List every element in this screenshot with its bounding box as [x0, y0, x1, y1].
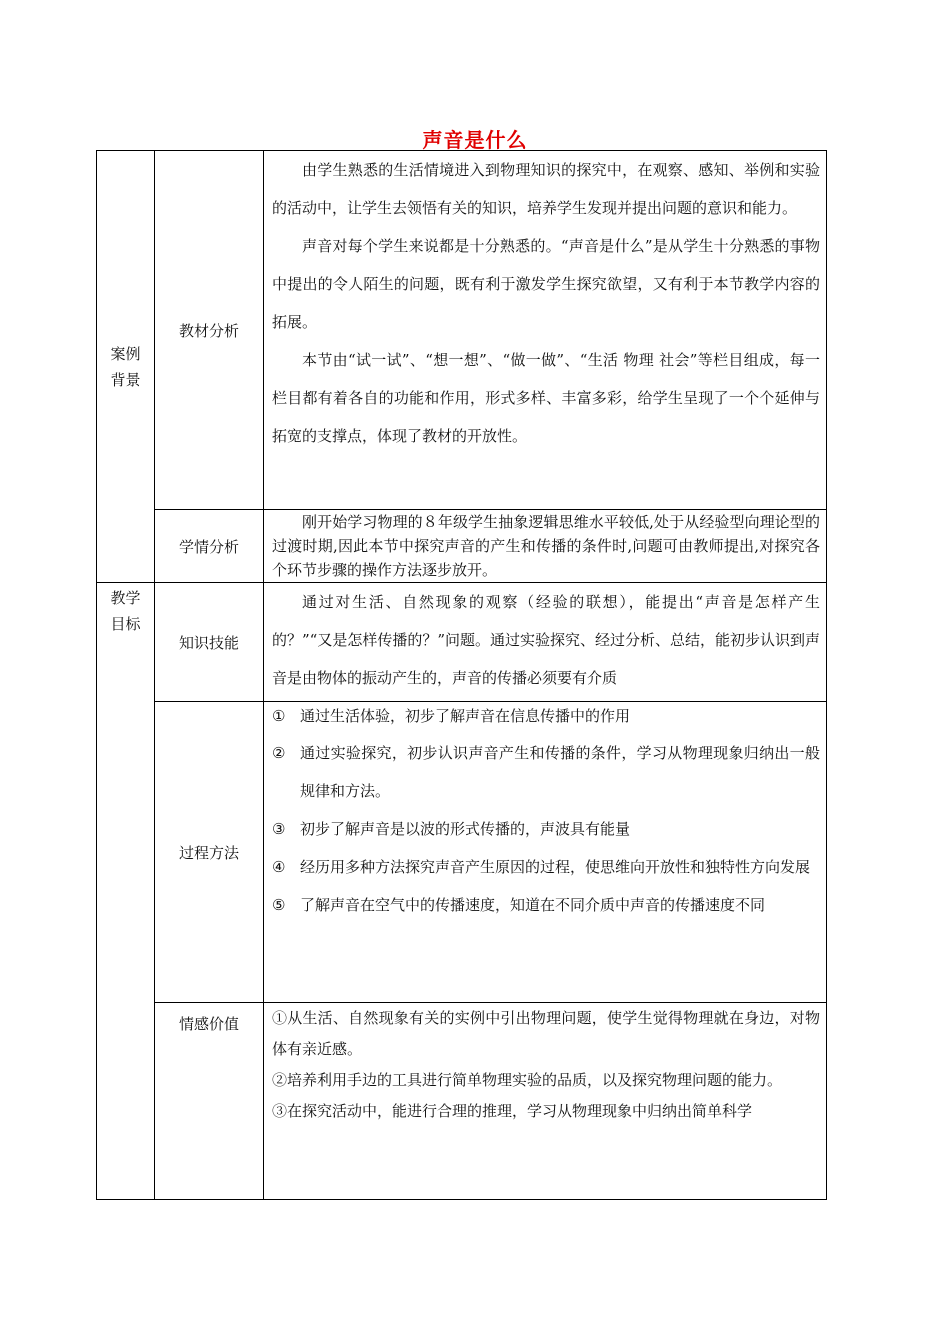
content-cell [264, 510, 827, 583]
paragraph: ①从生活、自然现象有关的实例中引出物理问题，使学生觉得物理就在身边，对物体有亲近感。 [272, 1009, 820, 1058]
content-cell [264, 151, 827, 510]
list-number: ② [272, 744, 286, 762]
table-row [97, 702, 827, 1003]
section-label-cell [97, 151, 155, 583]
lesson-plan-table [96, 150, 827, 1200]
paragraph: ②培养利用手边的工具进行简单物理实验的品质，以及探究物理问题的能力。 [272, 1071, 783, 1089]
list-item [272, 704, 820, 728]
list-item [272, 848, 820, 886]
paragraph: 刚开始学习物理的８年级学生抽象逻辑思维水平较低,处于从经验型向理论型的过渡时期,因此本节中探究声音的产生和传播的条件时,问题可由教师提出,对探究各个环节步骤的操作方法逐步放开。 [272, 513, 820, 579]
row-label-cell [155, 151, 264, 510]
row-label-cell [155, 583, 264, 702]
list-text: 了解声音在空气中的传播速度，知道在不同介质中声音的传播速度不同 [300, 896, 766, 914]
list-item [272, 886, 820, 924]
row-label-emotional-values: 情感价值 [178, 1015, 239, 1033]
list-item [272, 810, 820, 848]
table-row [97, 151, 827, 510]
row-label-cell [155, 1003, 264, 1200]
content-cell [264, 702, 827, 1003]
table-row [97, 1003, 827, 1200]
table-row [97, 583, 827, 702]
list-number: ① [272, 707, 286, 725]
list-text: 初步了解声音是以波的形式传播的，声波具有能量 [300, 820, 631, 838]
list-text: 通过实验探究，初步认识声音产生和传播的条件，学习从物理现象归纳出一般规律和方法。 [300, 744, 820, 800]
content-cell [264, 583, 827, 702]
row-label-process-methods: 过程方法 [178, 843, 239, 862]
list-number: ③ [272, 820, 286, 838]
paragraph: 声音对每个学生来说都是十分熟悉的。“声音是什么”是从学生十分熟悉的事物中提出的令人陌生的问题，既有利于激发学生探究欲望，又有利于本节教学内容的拓展。 [272, 237, 820, 331]
section-label-cell [97, 583, 155, 1200]
list-text: 通过生活体验，初步了解声音在信息传播中的作用 [300, 707, 631, 725]
page-title: 声音是什么 [422, 128, 528, 152]
paragraph: 通过对生活、自然现象的观察（经验的联想），能提出“声音是怎样产生的？”“又是怎样传播的？”问题。通过实验探究、经过分析、总结，能初步认识到声音是由物体的振动产生的，声音的传播必须要有介质 [272, 593, 821, 687]
section-label-teaching-goals: 教学目标 [110, 589, 141, 633]
list-item [272, 734, 820, 810]
list-number: ④ [272, 858, 286, 876]
paragraph: 本节由“试一试”、“想一想”、“做一做”、“生活 物理 社会”等栏目组成，每一栏目都有着各自的功能和作用，形式多样、丰富多彩，给学生呈现了一个个延伸与拓宽的支撑点，体现了教材的开放性。 [272, 351, 820, 445]
table-row [97, 510, 827, 583]
row-label-cell [155, 702, 264, 1003]
row-label-textbook-analysis: 教材分析 [178, 321, 239, 340]
section-label-case-background: 案例背景 [110, 344, 141, 389]
paragraph: 由学生熟悉的生活情境进入到物理知识的探究中，在观察、感知、举例和实验的活动中，让学生去领悟有关的知识，培养学生发现并提出问题的意识和能力。 [272, 161, 820, 217]
row-label-knowledge-skills: 知识技能 [178, 633, 239, 652]
row-label-student-analysis: 学情分析 [178, 537, 239, 556]
row-label-cell [155, 510, 264, 583]
paragraph: ③在探究活动中，能进行合理的推理，学习从物理现象中归纳出简单科学 [272, 1102, 753, 1120]
content-cell [264, 1003, 827, 1200]
list-number: ⑤ [272, 896, 286, 914]
list-text: 经历用多种方法探究声音产生原因的过程，使思维向开放性和独特性方向发展 [300, 858, 811, 876]
